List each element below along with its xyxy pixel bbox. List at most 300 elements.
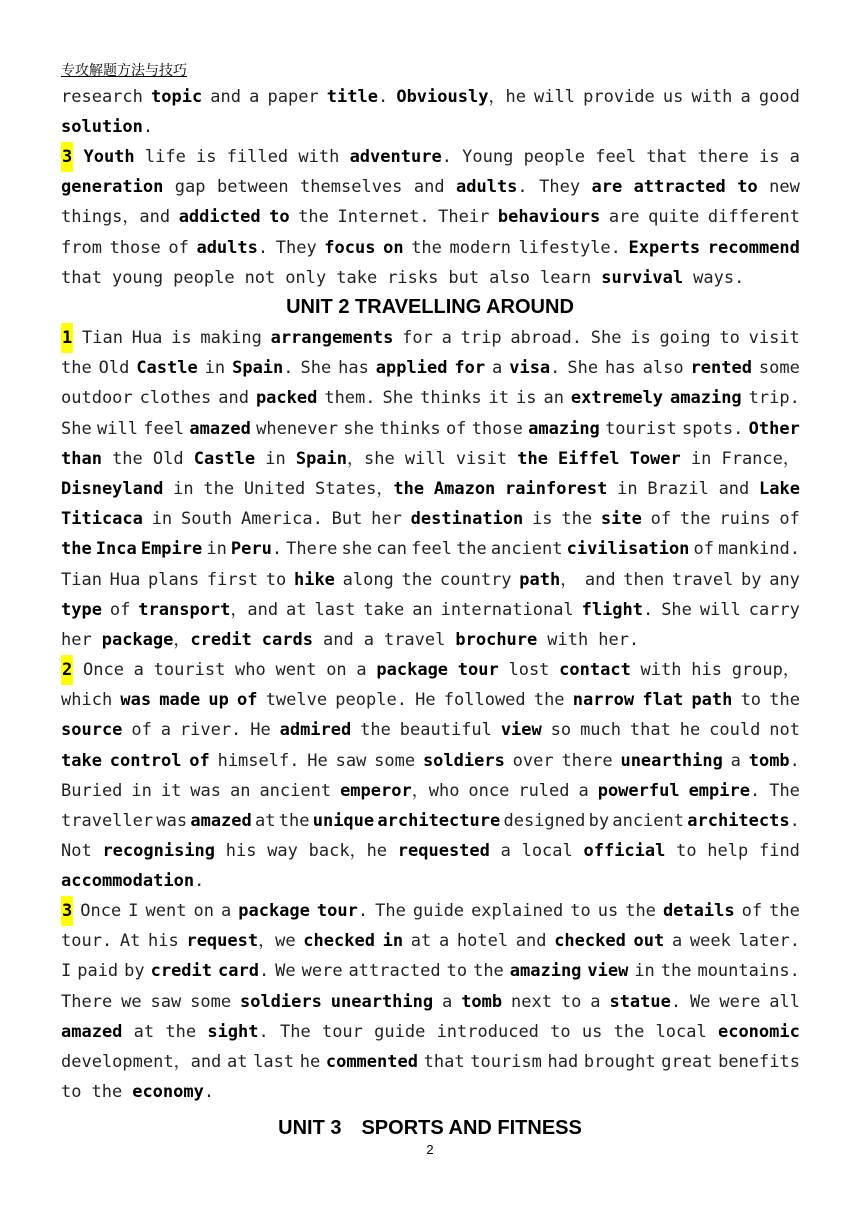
word: made [159, 690, 201, 711]
word: went [145, 901, 187, 921]
word: the [401, 569, 433, 590]
word: details [662, 901, 735, 921]
word: amazed [190, 810, 252, 831]
text-line [61, 776, 800, 806]
word: that [61, 267, 102, 288]
word: all [769, 991, 800, 1012]
word: Internet. [337, 207, 430, 228]
word: rainforest [505, 478, 608, 499]
word: and [515, 931, 547, 952]
word: on [326, 660, 347, 680]
word: a [249, 87, 260, 107]
word: a [356, 660, 367, 680]
word: He [415, 690, 436, 711]
word: with [547, 629, 589, 650]
word: of [650, 509, 672, 530]
word: and [413, 177, 445, 198]
text-line [61, 82, 800, 112]
word: the [165, 1021, 197, 1042]
word: an [229, 780, 251, 801]
text-line [61, 987, 800, 1017]
word: solution. [61, 117, 154, 138]
word: also [489, 267, 531, 288]
word: that [629, 720, 671, 741]
text-line [61, 685, 800, 715]
word: the [613, 1021, 645, 1042]
word: commented [325, 1051, 418, 1072]
word: she [341, 539, 373, 560]
text-line [61, 474, 800, 504]
word: flight. [581, 599, 654, 620]
word: in [131, 780, 152, 801]
word: Old [98, 358, 130, 379]
word: first [206, 569, 259, 590]
word: Lake [759, 478, 800, 499]
word: a [133, 660, 144, 680]
word: visit [748, 328, 800, 348]
word: up [208, 690, 229, 711]
word: went [275, 660, 317, 680]
word: the [660, 961, 692, 982]
word: saw [150, 991, 182, 1012]
word: country [439, 569, 512, 590]
word: attracted [348, 961, 441, 982]
word: site [600, 509, 642, 530]
word: Other [748, 418, 800, 439]
word: then [623, 569, 665, 590]
word: us [662, 87, 684, 107]
word: is [532, 509, 553, 530]
word: much [580, 720, 622, 741]
word: who [235, 660, 266, 680]
word: But [331, 509, 363, 530]
text-line [61, 112, 800, 142]
word: themselves [300, 177, 403, 198]
word: a [789, 147, 800, 167]
word: of [741, 901, 763, 921]
word: the [679, 509, 711, 530]
word: out [633, 931, 665, 952]
word: a [442, 991, 453, 1012]
word: checked [554, 931, 626, 952]
word: Obviously，he [396, 87, 526, 107]
word: destination [410, 509, 524, 530]
word: the [61, 358, 92, 379]
word: soldiers [422, 750, 505, 771]
word: to [570, 901, 591, 921]
word: narrow [572, 690, 635, 711]
word: to [265, 569, 287, 590]
word: focus [324, 237, 376, 258]
word: travel [671, 569, 734, 590]
word: gap [174, 177, 206, 198]
word: between [216, 177, 289, 198]
word: in [206, 539, 227, 560]
word: of [445, 418, 467, 439]
word: spots. [681, 418, 744, 439]
word: the [360, 720, 391, 741]
word: She [567, 358, 599, 379]
word: tomb [461, 991, 503, 1012]
word: week [689, 931, 731, 952]
word: statue. [609, 991, 682, 1012]
word: the [112, 448, 143, 469]
word: adults. [196, 237, 269, 258]
word: sight. [207, 1021, 269, 1042]
text-line [61, 172, 800, 202]
word: Inca [95, 539, 137, 560]
word: river. [179, 720, 242, 741]
word: Buried [61, 780, 123, 801]
word: official [583, 841, 666, 862]
word: control [109, 750, 182, 771]
word: path [691, 690, 733, 711]
word: could [709, 720, 761, 741]
word: was [120, 690, 152, 711]
word: Castle [193, 448, 256, 469]
word: so [550, 720, 572, 741]
word: Castle [136, 358, 198, 379]
word: are [608, 207, 640, 228]
word: that [423, 1051, 465, 1072]
word: adults. [456, 177, 528, 198]
text-line [61, 202, 800, 232]
word: brought [583, 1051, 656, 1072]
word: view [500, 720, 542, 741]
word: has [338, 358, 369, 379]
text-line [61, 1017, 800, 1047]
word: was [190, 780, 222, 801]
word: at [133, 1021, 155, 1042]
word: along [342, 569, 394, 590]
text-line [61, 625, 800, 655]
word: Hua [131, 328, 163, 348]
word: Tian [82, 328, 123, 348]
word: They [539, 177, 581, 198]
word: of [131, 720, 152, 741]
text-line [61, 233, 800, 263]
word: not [244, 267, 276, 288]
word: unearthing [330, 991, 434, 1012]
word: tourist [605, 418, 677, 439]
word: adventure. [349, 147, 452, 167]
text-line [61, 866, 800, 896]
word: her. [598, 629, 640, 650]
word: last [314, 599, 356, 620]
word: visa. [509, 358, 561, 379]
word: generation [61, 177, 164, 198]
word: is [171, 328, 192, 348]
word: were [301, 961, 343, 982]
word: economic [717, 1021, 800, 1042]
unit-2-heading: UNIT 2 TRAVELLING AROUND [286, 296, 574, 318]
word: in [151, 509, 173, 530]
text-line [61, 896, 800, 926]
word: his [225, 841, 257, 862]
word: people [523, 147, 585, 167]
word: to [269, 207, 290, 228]
unit-3-heading: UNIT 3 SPORTS AND FITNESS [278, 1117, 582, 1139]
word: in [617, 478, 638, 499]
word: tour [457, 660, 499, 680]
word: designed [503, 810, 586, 831]
word: transport，and [138, 599, 279, 620]
word: States，the [314, 478, 425, 499]
word: whenever [256, 418, 338, 439]
word: people. [335, 690, 407, 711]
word: the [298, 207, 329, 228]
word: There [61, 991, 113, 1012]
word: he [299, 1051, 321, 1072]
word: going [659, 328, 711, 348]
paragraph-number: 3 [61, 142, 73, 172]
word: tourist [153, 660, 226, 680]
word: tourism [470, 1051, 542, 1072]
word: risks [387, 267, 439, 288]
word: an [412, 599, 433, 620]
word: the [278, 810, 310, 831]
text-line [61, 263, 800, 293]
word: She [661, 599, 692, 620]
word: of [109, 599, 131, 620]
word: modern [449, 237, 511, 258]
word: of [779, 509, 800, 530]
word: France， [721, 448, 800, 469]
text-line [61, 746, 800, 776]
word: explained [471, 901, 564, 921]
word: are [591, 177, 623, 198]
word: a [578, 780, 589, 801]
word: extremely [570, 388, 664, 409]
word: new [769, 177, 800, 198]
word: lost [508, 660, 550, 680]
word: over [512, 750, 554, 771]
word: ruled [518, 780, 570, 801]
word: feel [411, 539, 452, 560]
word: last [253, 1051, 295, 1072]
word: benefits [718, 1051, 800, 1072]
word: a [160, 720, 171, 741]
word: the [517, 448, 548, 469]
word: it [488, 388, 510, 409]
word: in [204, 358, 226, 379]
word: visit [455, 448, 508, 469]
word: ruins [719, 509, 771, 530]
word: ways. [693, 267, 745, 288]
word: recognising [102, 841, 216, 862]
word: to [446, 961, 468, 982]
word: her [371, 509, 402, 530]
word: people [173, 267, 235, 288]
word: group， [731, 660, 800, 680]
word: architects. [687, 810, 800, 831]
word: to [740, 690, 762, 711]
word: the [561, 509, 593, 530]
word: mankind. [718, 539, 800, 560]
word: packed [255, 388, 318, 409]
word: package，credit [101, 629, 252, 650]
word: at [255, 810, 276, 831]
text-line [61, 353, 800, 383]
word: a [730, 750, 741, 771]
word: later. [738, 931, 800, 952]
word: find [758, 841, 800, 862]
text-line [61, 595, 800, 625]
word: United [243, 478, 306, 499]
word: Tian [61, 569, 102, 590]
word: a [363, 629, 374, 650]
word: from [61, 237, 102, 258]
word: a [590, 991, 601, 1012]
word: I [61, 961, 72, 982]
word: and [584, 569, 616, 590]
word: some [190, 991, 232, 1012]
word: Young [462, 147, 514, 167]
word: with [298, 147, 340, 167]
word: some [374, 750, 416, 771]
text-line [61, 534, 800, 564]
word: the [625, 901, 656, 921]
word: Spain. [232, 358, 294, 379]
text-line [61, 504, 800, 534]
word: beautiful [399, 720, 492, 741]
word: checked [303, 931, 375, 952]
word: Not [61, 841, 92, 862]
word: for [402, 328, 433, 348]
word: powerful [597, 780, 680, 801]
word: of [168, 237, 189, 258]
word: the [411, 237, 442, 258]
word: the [91, 1082, 123, 1103]
word: there [697, 147, 749, 167]
word: accommodation. [61, 871, 205, 892]
word: Peru. [230, 539, 283, 560]
word: outdoor [61, 388, 133, 409]
word: credit [150, 961, 213, 982]
word: things，and [61, 207, 171, 228]
text-line [61, 956, 800, 986]
word: take [336, 267, 378, 288]
word: I [128, 901, 139, 921]
word: will [699, 599, 741, 620]
word: civilisation [566, 539, 690, 560]
text-line [61, 142, 800, 172]
word: Youth [83, 147, 135, 167]
word: amazed [189, 418, 251, 439]
word: unique [312, 810, 375, 831]
word: mountains. [697, 961, 800, 982]
word: was [156, 810, 188, 831]
paragraph-number: 3 [61, 896, 73, 926]
word: the [456, 539, 487, 560]
word: Once [80, 901, 122, 921]
word: Once [82, 660, 124, 680]
word: can [376, 539, 407, 560]
word: title. [326, 87, 389, 107]
word: economy. [132, 1082, 215, 1103]
word: tour [321, 1021, 363, 1042]
word: at [286, 599, 307, 620]
word: himself. [217, 750, 300, 771]
word: Old [152, 448, 184, 469]
word: to [61, 1082, 82, 1103]
paragraph-continued [61, 82, 800, 142]
word: package [238, 901, 310, 921]
word: not [769, 720, 800, 741]
word: behaviours [497, 207, 601, 228]
word: and [718, 478, 750, 499]
word: topic [151, 87, 203, 107]
word: has [605, 358, 636, 379]
word: addicted [178, 207, 261, 228]
word: local [521, 841, 573, 862]
word: recommend [707, 237, 800, 258]
word: card. [217, 961, 270, 982]
word: development，and [61, 1051, 222, 1072]
text-line [61, 383, 800, 413]
text-line [61, 836, 800, 866]
word: and [322, 629, 354, 650]
word: international [440, 599, 574, 620]
word: a [441, 328, 452, 348]
word: We [690, 991, 711, 1012]
word: Spain，she [295, 448, 395, 469]
word: with [640, 660, 682, 680]
word: his [691, 660, 722, 680]
word: back，he [308, 841, 388, 862]
word: any [769, 569, 800, 590]
word: we [121, 991, 142, 1012]
word: There [286, 539, 338, 560]
word: thinks [420, 388, 482, 409]
word: a [740, 87, 751, 107]
word: and [218, 388, 249, 409]
word: some [758, 358, 800, 379]
word: At [119, 931, 141, 952]
word: arrangements [270, 328, 394, 348]
word: is [758, 147, 780, 167]
word: them. [324, 388, 376, 409]
word: the [473, 961, 504, 982]
word: Tower [629, 448, 681, 469]
word: rented [690, 358, 752, 379]
word: flat [642, 690, 684, 711]
word: tour. [61, 931, 113, 952]
word: introduced [436, 1021, 539, 1042]
word: the [769, 690, 800, 711]
word: had [547, 1051, 579, 1072]
word: also [642, 358, 684, 379]
word: We [275, 961, 296, 982]
word: way [267, 841, 298, 862]
word: in [173, 478, 194, 499]
word: amazing [509, 961, 582, 982]
word: research [61, 87, 143, 107]
word: Hua [109, 569, 141, 590]
word: contact [559, 660, 631, 680]
word: plans [148, 569, 200, 590]
word: is [196, 147, 217, 167]
word: carry [748, 599, 800, 620]
word: guide [374, 1021, 426, 1042]
unit-2-paragraph-3 [61, 896, 800, 1107]
text-line [61, 323, 800, 353]
word: Titicaca [61, 509, 143, 530]
paragraph-number: 1 [61, 323, 73, 353]
word: a [438, 931, 450, 952]
word: quite [648, 207, 700, 228]
word: source [61, 720, 123, 741]
